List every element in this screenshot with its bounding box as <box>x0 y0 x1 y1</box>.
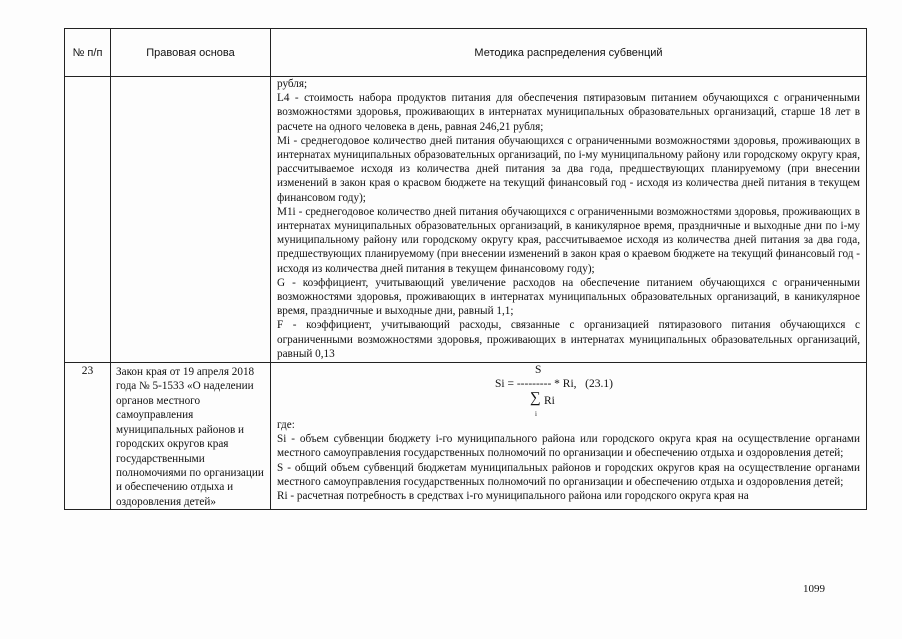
legal-basis-cell <box>111 77 271 363</box>
header-num: № п/п <box>65 29 111 77</box>
table-row <box>65 363 867 510</box>
subvention-table <box>64 28 867 510</box>
row-number: 23 <box>65 363 111 510</box>
table-row <box>65 77 867 363</box>
header-basis: Правовая основа <box>111 29 271 77</box>
method-cell <box>271 363 867 510</box>
method-cell <box>271 77 867 363</box>
method-paragraph: Mi - среднегодовое количество дней питания обучающихся с ограниченными возможностями здоровья, проживающих в интернатах муниципальных образовательных организаций, по i-му муниципальному району или городскому округу края, рассчитываемое исходя из количества дней питания за два года, предшествующих планируемому (при внесении изменений в закон края о красвом бюджете на текущий финансовый год - исходя из количества дней питания в текущем финансовом году); <box>277 134 860 204</box>
formula-23-1 <box>277 363 860 418</box>
method-paragraph: G - коэффициент, учитывающий увеличение расходов на обеспечение питанием обучающихся с ограниченными возможностями здоровья, проживающих в интернатах муниципальных образовательных организаций, в каникулярное время, праздничные и выходные дни, равный 1,1; <box>277 276 860 318</box>
page-number: 1099 <box>803 583 825 595</box>
formula-numerator: S <box>535 364 542 377</box>
method-paragraph: M1i - среднегодовое количество дней питания обучающихся с ограниченными возможностями здоровья, проживающих в интернатах муниципальных образовательных организаций, в каникулярное время, праздничные и выходные дни по i-му муниципальному району или городскому округу края, рассчитываемое исходя из количества дней питания за два года, предшествующих планируемому (при внесении изменений в закон края о краевом бюджете на текущий финансовый год - исходя из количества дней питания в текущем финансовому году); <box>277 205 860 275</box>
sum-symbol: ∑ <box>530 390 541 407</box>
formula-main: Si = --------- * Ri, (23.1) <box>495 378 613 391</box>
method-paragraph: Ri - расчетная потребность в средствах i-го муниципального района или городского округа края на <box>277 490 749 503</box>
method-paragraph: Si - объем субвенции бюджету i-го муниципального района или городского округа края на осуществление органами местного самоуправления государственных полномочий по организации и обеспечению отдыха и оздоровления детей; <box>277 433 860 460</box>
method-paragraph: L4 - стоимость набора продуктов питания для обеспечения пятиразовым питанием обучающихся с ограниченными возможностями здоровья, проживающих в интернатах муниципальных образовательных организаций, старше 18 лет в расчете на одного человека в день, равная 246,21 рубля; <box>277 92 860 133</box>
method-paragraph: F - коэффициент, учитывающий расходы, связанные с организацией пятиразового питания обучающихся с ограниченными возможностями здоровья, проживающих в интернатах муниципальных образовательных организаций, равный 0,13 <box>277 319 860 360</box>
method-paragraph: рубля; <box>277 78 308 90</box>
table-header-row <box>65 29 867 77</box>
row-number <box>65 77 111 363</box>
formula-denominator: Ri <box>544 395 555 408</box>
sum-index: i <box>535 410 537 419</box>
method-paragraph: S - общий объем субвенций бюджетам муниципальных районов и городских округов края на осуществление органами местного самоуправления государственных полномочий по организации и обеспечению отдыха и оздоровления детей; <box>277 461 860 488</box>
method-paragraph: где: <box>277 419 295 432</box>
legal-basis-cell: Закон края от 19 апреля 2018 года № 5-1533 «О наделении органов местного самоуправления муниципальных районов и городских округов края государственными полномочиями по организации и обеспечению отдыха и оздоровления детей» <box>111 363 271 510</box>
header-method: Методика распределения субвенций <box>271 29 867 77</box>
